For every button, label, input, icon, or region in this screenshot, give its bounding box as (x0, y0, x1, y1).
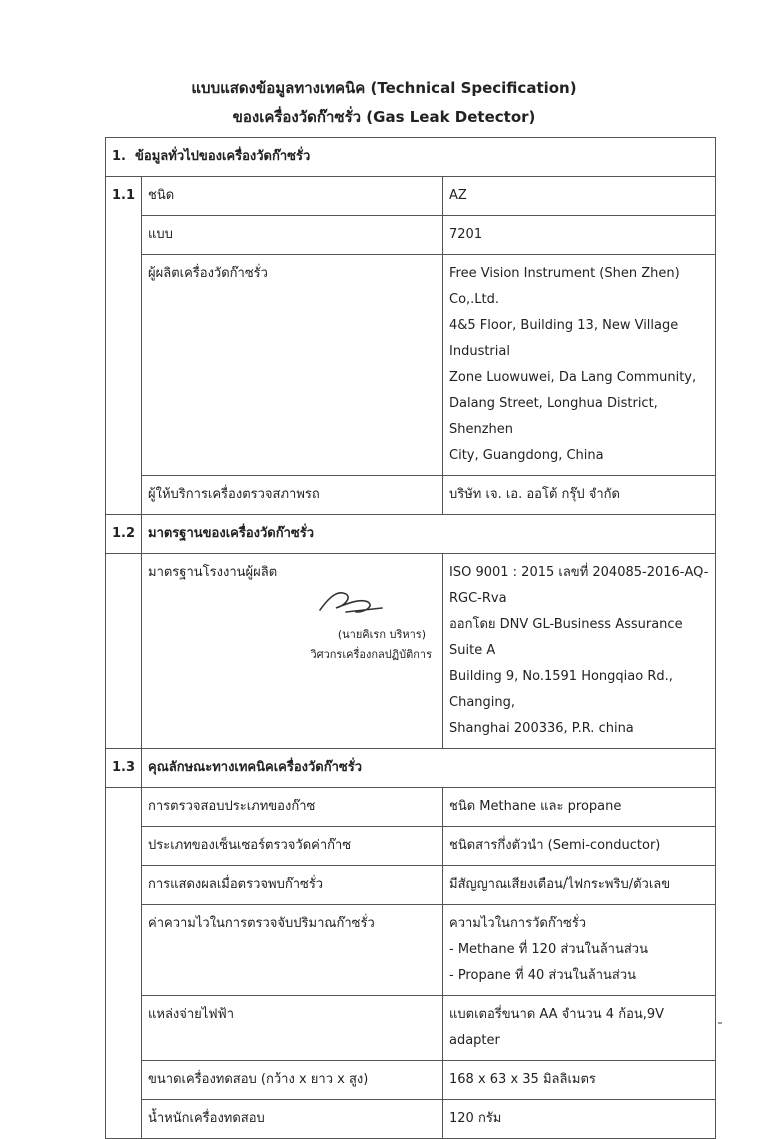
row-label: ผู้ให้บริการเครื่องตรวจสภาพรถ (142, 476, 443, 515)
sensitivity-line: - Propane ที่ 40 ส่วนในล้านส่วน (449, 968, 637, 983)
row-label: การแสดงผลเมื่อตรวจพบก๊าซรั่ว (142, 866, 443, 905)
section-1-2-heading: มาตรฐานของเครื่องวัดก๊าซรั่ว (142, 515, 716, 554)
section-1-3-heading: คุณลักษณะทางเทคนิคเครื่องวัดก๊าซรั่ว (142, 749, 716, 788)
standard-line: ISO 9001 : 2015 เลขที่ 204085-2016-AQ-RGC-Rva (449, 565, 709, 606)
section-1-number: 1. (112, 149, 126, 164)
row-value: AZ (443, 177, 716, 216)
address-line: Zone Luowuwei, Da Lang Community, (449, 370, 697, 385)
table-row (106, 216, 716, 255)
standard-details (443, 554, 716, 749)
row-label: ผู้ผลิตเครื่องวัดก๊าซรั่ว (142, 255, 443, 476)
row-label: แบบ (142, 216, 443, 255)
table-row (106, 996, 716, 1061)
sensitivity-line: ความไวในการวัดก๊าซรั่ว (449, 916, 587, 931)
sensitivity-line: - Methane ที่ 120 ส่วนในล้านส่วน (449, 942, 648, 957)
table-row (106, 177, 716, 216)
section-1-header (106, 138, 716, 177)
section-1-3-header (106, 749, 716, 788)
standard-line: Building 9, No.1591 Hongqiao Rd., Changing, (449, 669, 673, 710)
table-row (106, 476, 716, 515)
table-row (106, 1100, 716, 1139)
row-value: บริษัท เจ. เอ. ออโต้ กรุ๊ป จำกัด (443, 476, 716, 515)
row-value: 7201 (443, 216, 716, 255)
row-value: 120 กรัม (443, 1100, 716, 1139)
section-1-3-number: 1.3 (106, 749, 142, 788)
table-row (106, 905, 716, 996)
table-row (106, 1061, 716, 1100)
table-row (106, 255, 716, 476)
table-row (106, 788, 716, 827)
row-label: น้ำหนักเครื่องทดสอบ (142, 1100, 443, 1139)
signature-block (148, 586, 436, 666)
signature-icon (316, 586, 386, 620)
row-label: ชนิด (142, 177, 443, 216)
row-value: ชนิด Methane และ propane (443, 788, 716, 827)
scan-speck (718, 1022, 722, 1024)
section-1-2-header (106, 515, 716, 554)
table-row (106, 827, 716, 866)
row-value: แบตเตอรี่ขนาด AA จำนวน 4 ก้อน,9V adapter (443, 996, 716, 1061)
document-title-line-2: ของเครื่องวัดก๊าซรั่ว (Gas Leak Detector) (232, 108, 536, 126)
table-row (106, 554, 716, 749)
section-1-2-number: 1.2 (106, 515, 142, 554)
row-label: แหล่งจ่ายไฟฟ้า (142, 996, 443, 1061)
manufacturer-address (443, 255, 716, 476)
signer-position: วิศวกรเครื่องกลปฏิบัติการ (310, 648, 432, 661)
address-line: Free Vision Instrument (Shen Zhen) Co,.Ltd. (449, 266, 680, 307)
signer-name: (นายคิเรก บริหาร) (337, 628, 426, 641)
row-label: การตรวจสอบประเภทของก๊าซ (142, 788, 443, 827)
spec-table (105, 137, 716, 1139)
row-label: ค่าความไวในการตรวจจับปริมาณก๊าซรั่ว (142, 905, 443, 996)
row-value: 168 x 63 x 35 มิลลิเมตร (443, 1061, 716, 1100)
address-line: 4&5 Floor, Building 13, New Village Industrial (449, 318, 679, 359)
standard-line: Shanghai 200336, P.R. china (449, 721, 634, 736)
table-row (106, 866, 716, 905)
sensitivity-details (443, 905, 716, 996)
row-value: มีสัญญาณเสียงเตือน/ไฟกระพริบ/ตัวเลข (443, 866, 716, 905)
row-label: ขนาดเครื่องทดสอบ (กว้าง x ยาว x สูง) (142, 1061, 443, 1100)
row-label: ประเภทของเซ็นเซอร์ตรวจวัดค่าก๊าซ (142, 827, 443, 866)
address-line: Dalang Street, Longhua District, Shenzhen (449, 396, 658, 437)
row-label: มาตรฐานโรงงานผู้ผลิต (148, 565, 278, 580)
row-value: ชนิดสารกึ่งตัวนำ (Semi-conductor) (443, 827, 716, 866)
address-line: City, Guangdong, China (449, 448, 604, 463)
standard-line: ออกโดย DNV GL-Business Assurance Suite A (449, 617, 683, 658)
section-1-1-number: 1.1 (106, 177, 142, 515)
section-1-heading: ข้อมูลทั่วไปของเครื่องวัดก๊าซรั่ว (135, 149, 311, 164)
document-title-line-1: แบบแสดงข้อมูลทางเทคนิค (Technical Specification) (191, 79, 577, 97)
